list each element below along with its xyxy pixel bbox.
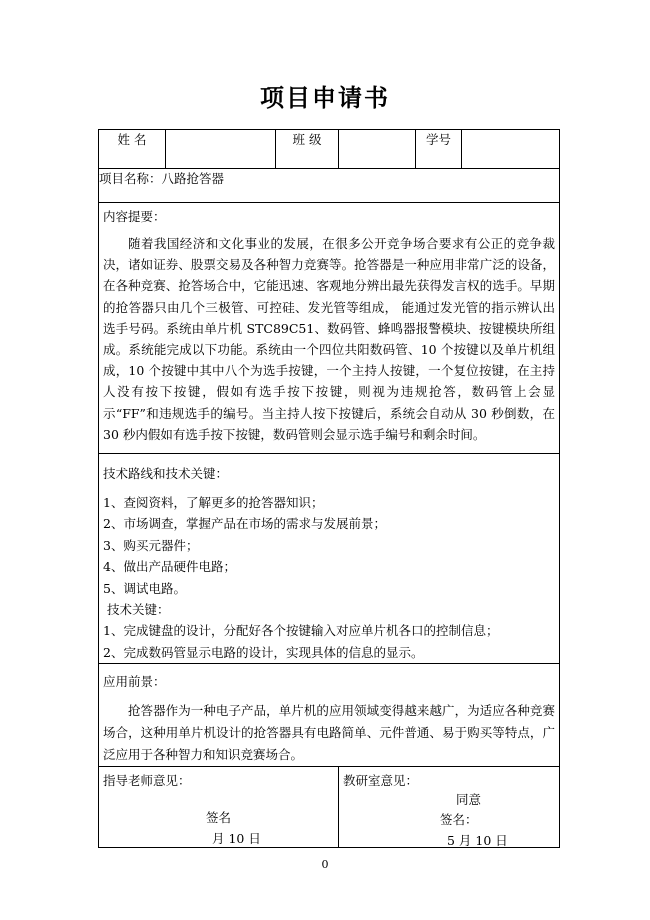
student-id-label: 学号 [416,130,462,169]
application-row [99,664,560,767]
name-label: 姓 名 [99,130,166,169]
application-form [98,129,560,848]
name-field[interactable] [166,130,276,169]
project-name-label: 项目名称： [99,171,162,186]
tech-step: 2、市场调查，掌握产品在市场的需求与发展前景； [103,516,386,532]
class-label: 班 级 [276,130,339,169]
office-opinion-text: 同意 [456,792,482,808]
tech-step: 4、做出产品硬件电路； [103,559,236,575]
tech-key: 2、完成数码管显示电路的设计，实现具体的信息的显示。 [103,644,424,660]
office-opinion-box [339,767,559,847]
office-date: 5 月 10 日 [447,833,508,849]
class-field[interactable] [339,130,416,169]
project-name-row [99,169,560,203]
project-name-value: 八路抢答器 [161,171,225,186]
tech-step: 3、购买元器件； [103,537,199,553]
teacher-date: 月 10 日 [212,831,261,847]
signature-row [99,767,560,848]
summary-label: 内容提要： [103,209,166,224]
document-title: 项目申请书 [260,84,390,112]
tech-row [99,454,560,664]
tech-key: 1、完成键盘的设计，分配好各个按键输入对应单片机各口的控制信息； [103,623,499,639]
teacher-sign-label: 签名 [206,810,232,826]
tech-steps [103,492,555,663]
student-info-row [99,130,560,169]
office-opinion-label: 教研室意见： [343,773,419,789]
summary-row [99,203,560,454]
tech-key-label: 技术关键： [103,602,170,618]
tech-step: 5、调试电路。 [103,580,186,596]
page-number: 0 [321,858,329,871]
teacher-opinion-label: 指导老师意见： [103,773,191,789]
student-id-field[interactable] [462,130,560,169]
summary-text: 随着我国经济和文化事业的发展，在很多公开竞争场合要求有公正的竞争裁决，诸如证券、股票交易及各种智力竞赛等。抢答器是一种应用非常广泛的设备，在各种竞赛、抢答场合中，它能迅速、客观地分辨出最先获得发言权的选手。早期的抢答器只由几个三极管、可控硅、发光管等组成， 能通过发光管的指示辨认出选手号码。系统由单片机 STC89C51、数码管、蜂鸣器报警模块、按键模块所组成。系统能完成以下功能。系统由一个四位共阳数码管、10 个按键以及单片机组成，10 个按键中其中八个为选手按键，一个主持人按键，一个复位按键，在主持人没有按下按键，假如有选手按下按键，则视为违规抢答，数码管上会显示“FF”和违规选手的编号。当主持人按下按键后，系统会自动从 30 秒倒数，在 30 秒内假如有选手按下按键，数码管则会显示选手编号和剩余时间。 [103,236,555,442]
tech-label: 技术路线和技术关键： [103,466,229,481]
teacher-opinion-box [99,767,338,847]
tech-step: 1、查阅资料，了解更多的抢答器知识； [103,495,324,510]
application-text: 抢答器作为一种电子产品，单片机的应用领域变得越来越广，为适应各种竞赛场合，这种用单片机设计的抢答器具有电路简单、元件普通、易于购买等特点，广泛应用于各种智力和知识竞赛场合。 [103,703,555,763]
application-label: 应用前景： [103,674,166,690]
office-sign-label: 签名： [440,812,478,828]
